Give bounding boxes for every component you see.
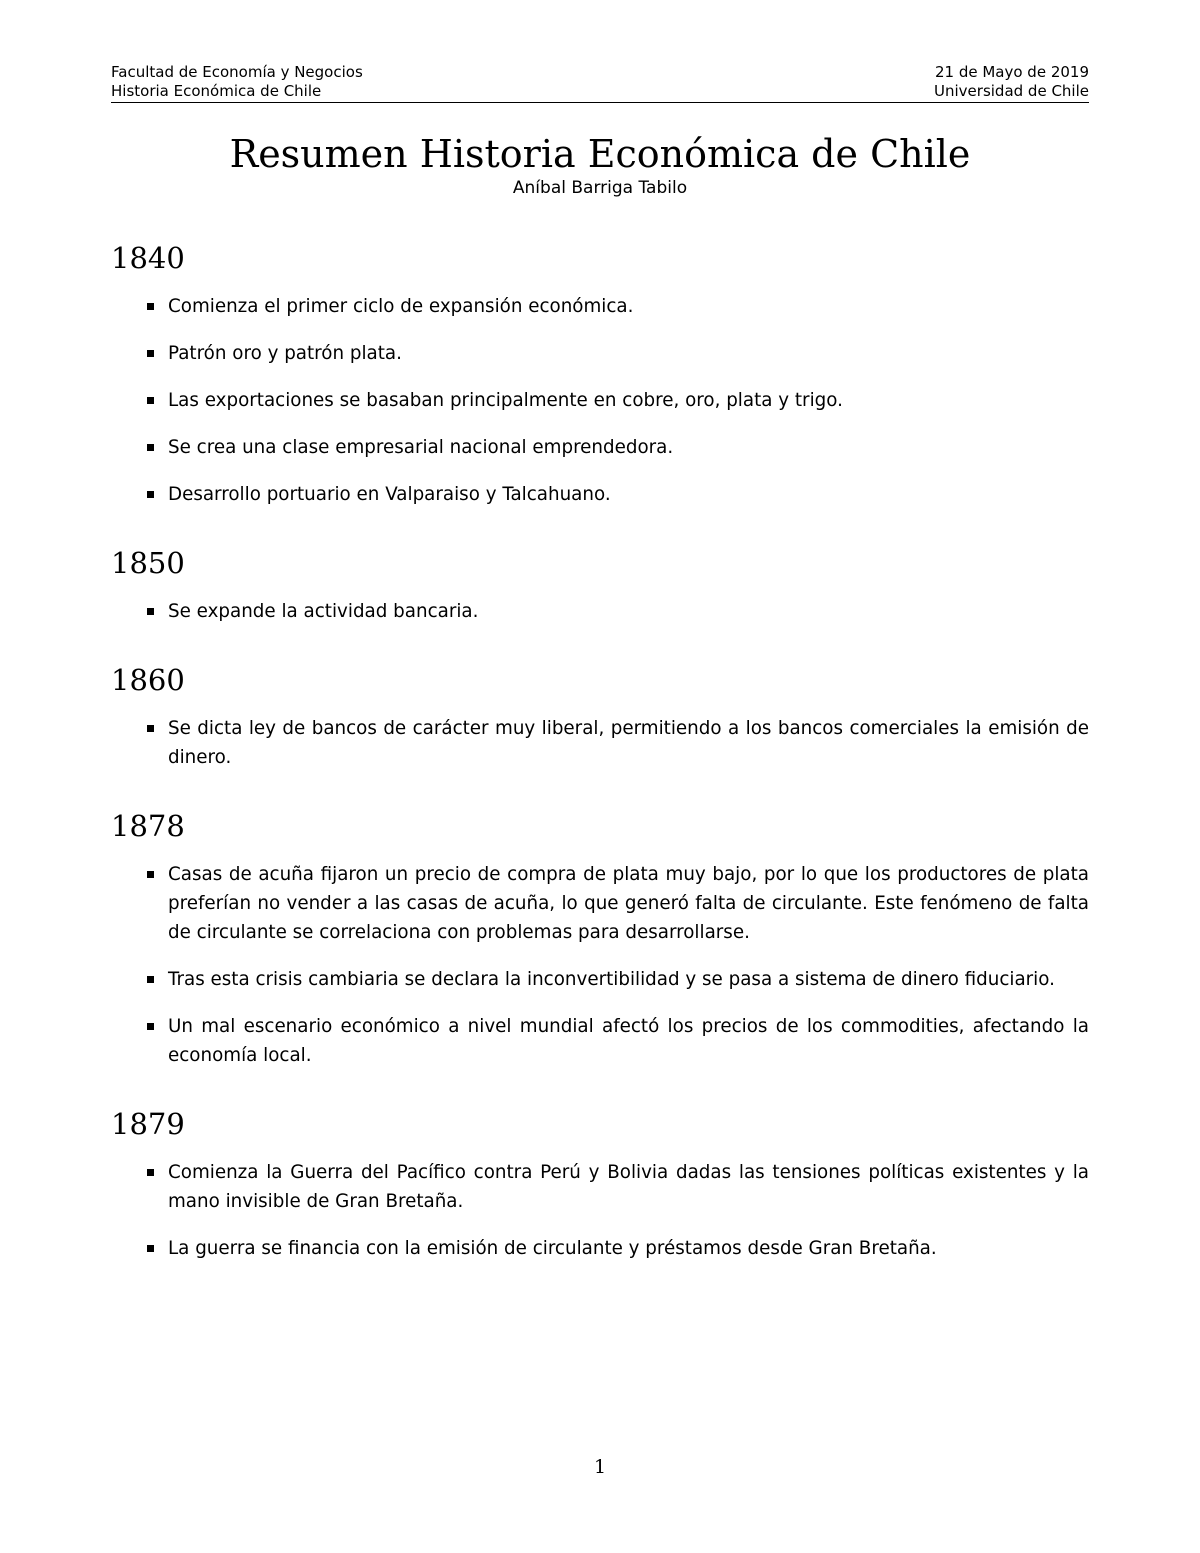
bullet-list bbox=[111, 1158, 1089, 1263]
list-item bbox=[111, 480, 1089, 509]
list-item bbox=[111, 597, 1089, 626]
section-heading: 1850 bbox=[111, 546, 185, 580]
bullet-list bbox=[111, 714, 1089, 772]
page-number: 1 bbox=[593, 1456, 607, 1478]
document-title: Resumen Historia Económica de Chile bbox=[229, 132, 971, 176]
section-1879 bbox=[111, 1104, 1089, 1263]
section-heading: 1878 bbox=[111, 809, 185, 843]
section-heading: 1860 bbox=[111, 663, 185, 697]
list-item-text: Comienza la Guerra del Pacífico contra Perú y Bolivia dadas las tensiones políticas existentes y la mano invisible de Gran Bretaña. bbox=[168, 1162, 1089, 1212]
list-item bbox=[111, 292, 1089, 321]
square-bullet-icon bbox=[147, 303, 154, 310]
list-item-text: Se dicta ley de bancos de carácter muy liberal, permitiendo a los bancos comerciales la emisión de dinero. bbox=[168, 718, 1089, 768]
list-item bbox=[111, 965, 1089, 994]
header-date: 21 de Mayo de 2019 bbox=[934, 63, 1089, 81]
section-heading: 1879 bbox=[111, 1107, 185, 1141]
list-item-text: Se expande la actividad bancaria. bbox=[168, 601, 479, 622]
square-bullet-icon bbox=[147, 1023, 154, 1030]
bullet-list bbox=[111, 860, 1089, 1070]
header-right bbox=[934, 63, 1089, 101]
list-item-text: Desarrollo portuario en Valparaiso y Talcahuano. bbox=[168, 484, 611, 505]
bullet-list bbox=[111, 292, 1089, 509]
list-item bbox=[111, 860, 1089, 947]
list-item bbox=[111, 339, 1089, 368]
list-item bbox=[111, 1012, 1089, 1070]
square-bullet-icon bbox=[147, 976, 154, 983]
list-item bbox=[111, 1158, 1089, 1216]
section-1878 bbox=[111, 806, 1089, 1070]
section-1860 bbox=[111, 660, 1089, 772]
list-item-text: La guerra se financia con la emisión de circulante y préstamos desde Gran Bretaña. bbox=[168, 1238, 937, 1259]
list-item bbox=[111, 386, 1089, 415]
document-body bbox=[111, 238, 1089, 1297]
square-bullet-icon bbox=[147, 608, 154, 615]
list-item-text: Se crea una clase empresarial nacional emprendedora. bbox=[168, 437, 674, 458]
list-item-text: Comienza el primer ciclo de expansión económica. bbox=[168, 296, 634, 317]
list-item bbox=[111, 433, 1089, 462]
square-bullet-icon bbox=[147, 725, 154, 732]
page-header bbox=[111, 62, 1089, 103]
square-bullet-icon bbox=[147, 491, 154, 498]
square-bullet-icon bbox=[147, 1245, 154, 1252]
square-bullet-icon bbox=[147, 350, 154, 357]
square-bullet-icon bbox=[147, 871, 154, 878]
header-faculty: Facultad de Economía y Negocios bbox=[111, 63, 363, 81]
square-bullet-icon bbox=[147, 397, 154, 404]
header-university: Universidad de Chile bbox=[934, 82, 1089, 100]
section-1840 bbox=[111, 238, 1089, 509]
square-bullet-icon bbox=[147, 1169, 154, 1176]
list-item-text: Las exportaciones se basaban principalmente en cobre, oro, plata y trigo. bbox=[168, 390, 843, 411]
bullet-list bbox=[111, 597, 1089, 626]
list-item-text: Patrón oro y patrón plata. bbox=[168, 343, 402, 364]
section-heading: 1840 bbox=[111, 241, 185, 275]
header-course: Historia Económica de Chile bbox=[111, 82, 322, 100]
square-bullet-icon bbox=[147, 444, 154, 451]
list-item bbox=[111, 1234, 1089, 1263]
list-item-text: Tras esta crisis cambiaria se declara la inconvertibilidad y se pasa a sistema de dinero fiduciario. bbox=[168, 969, 1055, 990]
list-item bbox=[111, 714, 1089, 772]
header-left bbox=[111, 63, 363, 101]
section-1850 bbox=[111, 543, 1089, 626]
document-author: Aníbal Barriga Tabilo bbox=[512, 178, 688, 198]
list-item-text: Casas de acuña fijaron un precio de compra de plata muy bajo, por lo que los productores de plata preferían no vender a las casas de acuña, lo que generó falta de circulante. Este fenómeno de falta de circulante se correlaciona con problemas para desarrollarse. bbox=[168, 864, 1089, 943]
list-item-text: Un mal escenario económico a nivel mundial afectó los precios de los commodities, afectando la economía local. bbox=[168, 1016, 1089, 1066]
